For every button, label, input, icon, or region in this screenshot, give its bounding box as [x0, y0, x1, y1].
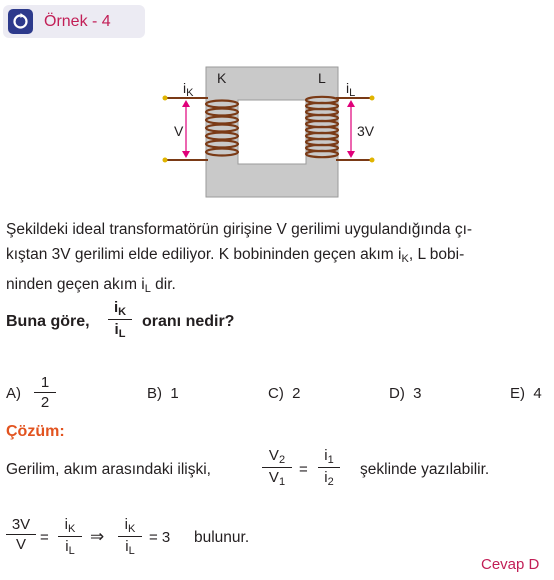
current-ratio-fraction: $i_1$ $i_2$: [318, 447, 340, 488]
result-value: = 3: [149, 529, 171, 546]
question-line-3: ninden geçen akım $i_L$ dir.: [6, 276, 176, 295]
step-fraction-3: $i_K$ $i_L$: [118, 516, 142, 557]
voltage-ratio-fraction: $V_2$ $V_1$: [262, 447, 292, 488]
solution-label: Çözüm:: [6, 423, 65, 440]
option-b: B) 1: [147, 385, 179, 402]
prompt-start: Buna göre,: [6, 313, 90, 330]
question-line-1: Şekildeki ideal transformatörün girişine V gerilimi uygulandığında çı-: [6, 221, 473, 238]
output-voltage-label: 3V: [357, 123, 375, 139]
option-c: C) 2: [268, 385, 301, 402]
equals-sign: =: [299, 461, 308, 478]
step-fraction-1: 3V V: [6, 516, 36, 553]
option-d: D) 3: [389, 385, 422, 402]
input-voltage-label: V: [174, 123, 184, 139]
step-fraction-2: $i_K$ $i_L$: [58, 516, 82, 557]
prompt-end: oranı nedir?: [142, 313, 235, 330]
coil-k-label: K: [217, 70, 227, 86]
equals-sign-2: =: [40, 529, 49, 546]
coil-l-label: L: [318, 70, 326, 86]
current-k-label: $i_K$: [183, 80, 194, 99]
found-text: bulunur.: [194, 529, 250, 546]
option-a-fraction: 1 2: [34, 374, 56, 411]
prompt-fraction: $i_K$ $i_L$: [108, 299, 132, 340]
answer-key: Cevap D: [481, 556, 540, 573]
option-e: E) 4: [510, 385, 542, 402]
solution-line-1-end: şeklinde yazılabilir.: [360, 461, 490, 478]
question-paragraph: [6, 217, 552, 302]
implies-arrow: ⇒: [90, 527, 105, 546]
question-line-2: kıştan 3V gerilimi elde ediliyor. K bobininden geçen akım $i_K$, L bobi-: [6, 246, 465, 265]
option-a-label: A): [6, 385, 21, 402]
solution-line-1-start: Gerilim, akım arasındaki ilişki,: [6, 461, 211, 478]
example-title: Örnek - 4: [44, 13, 111, 30]
current-l-label: $i_L$: [346, 80, 356, 99]
ring-icon: [8, 9, 33, 34]
